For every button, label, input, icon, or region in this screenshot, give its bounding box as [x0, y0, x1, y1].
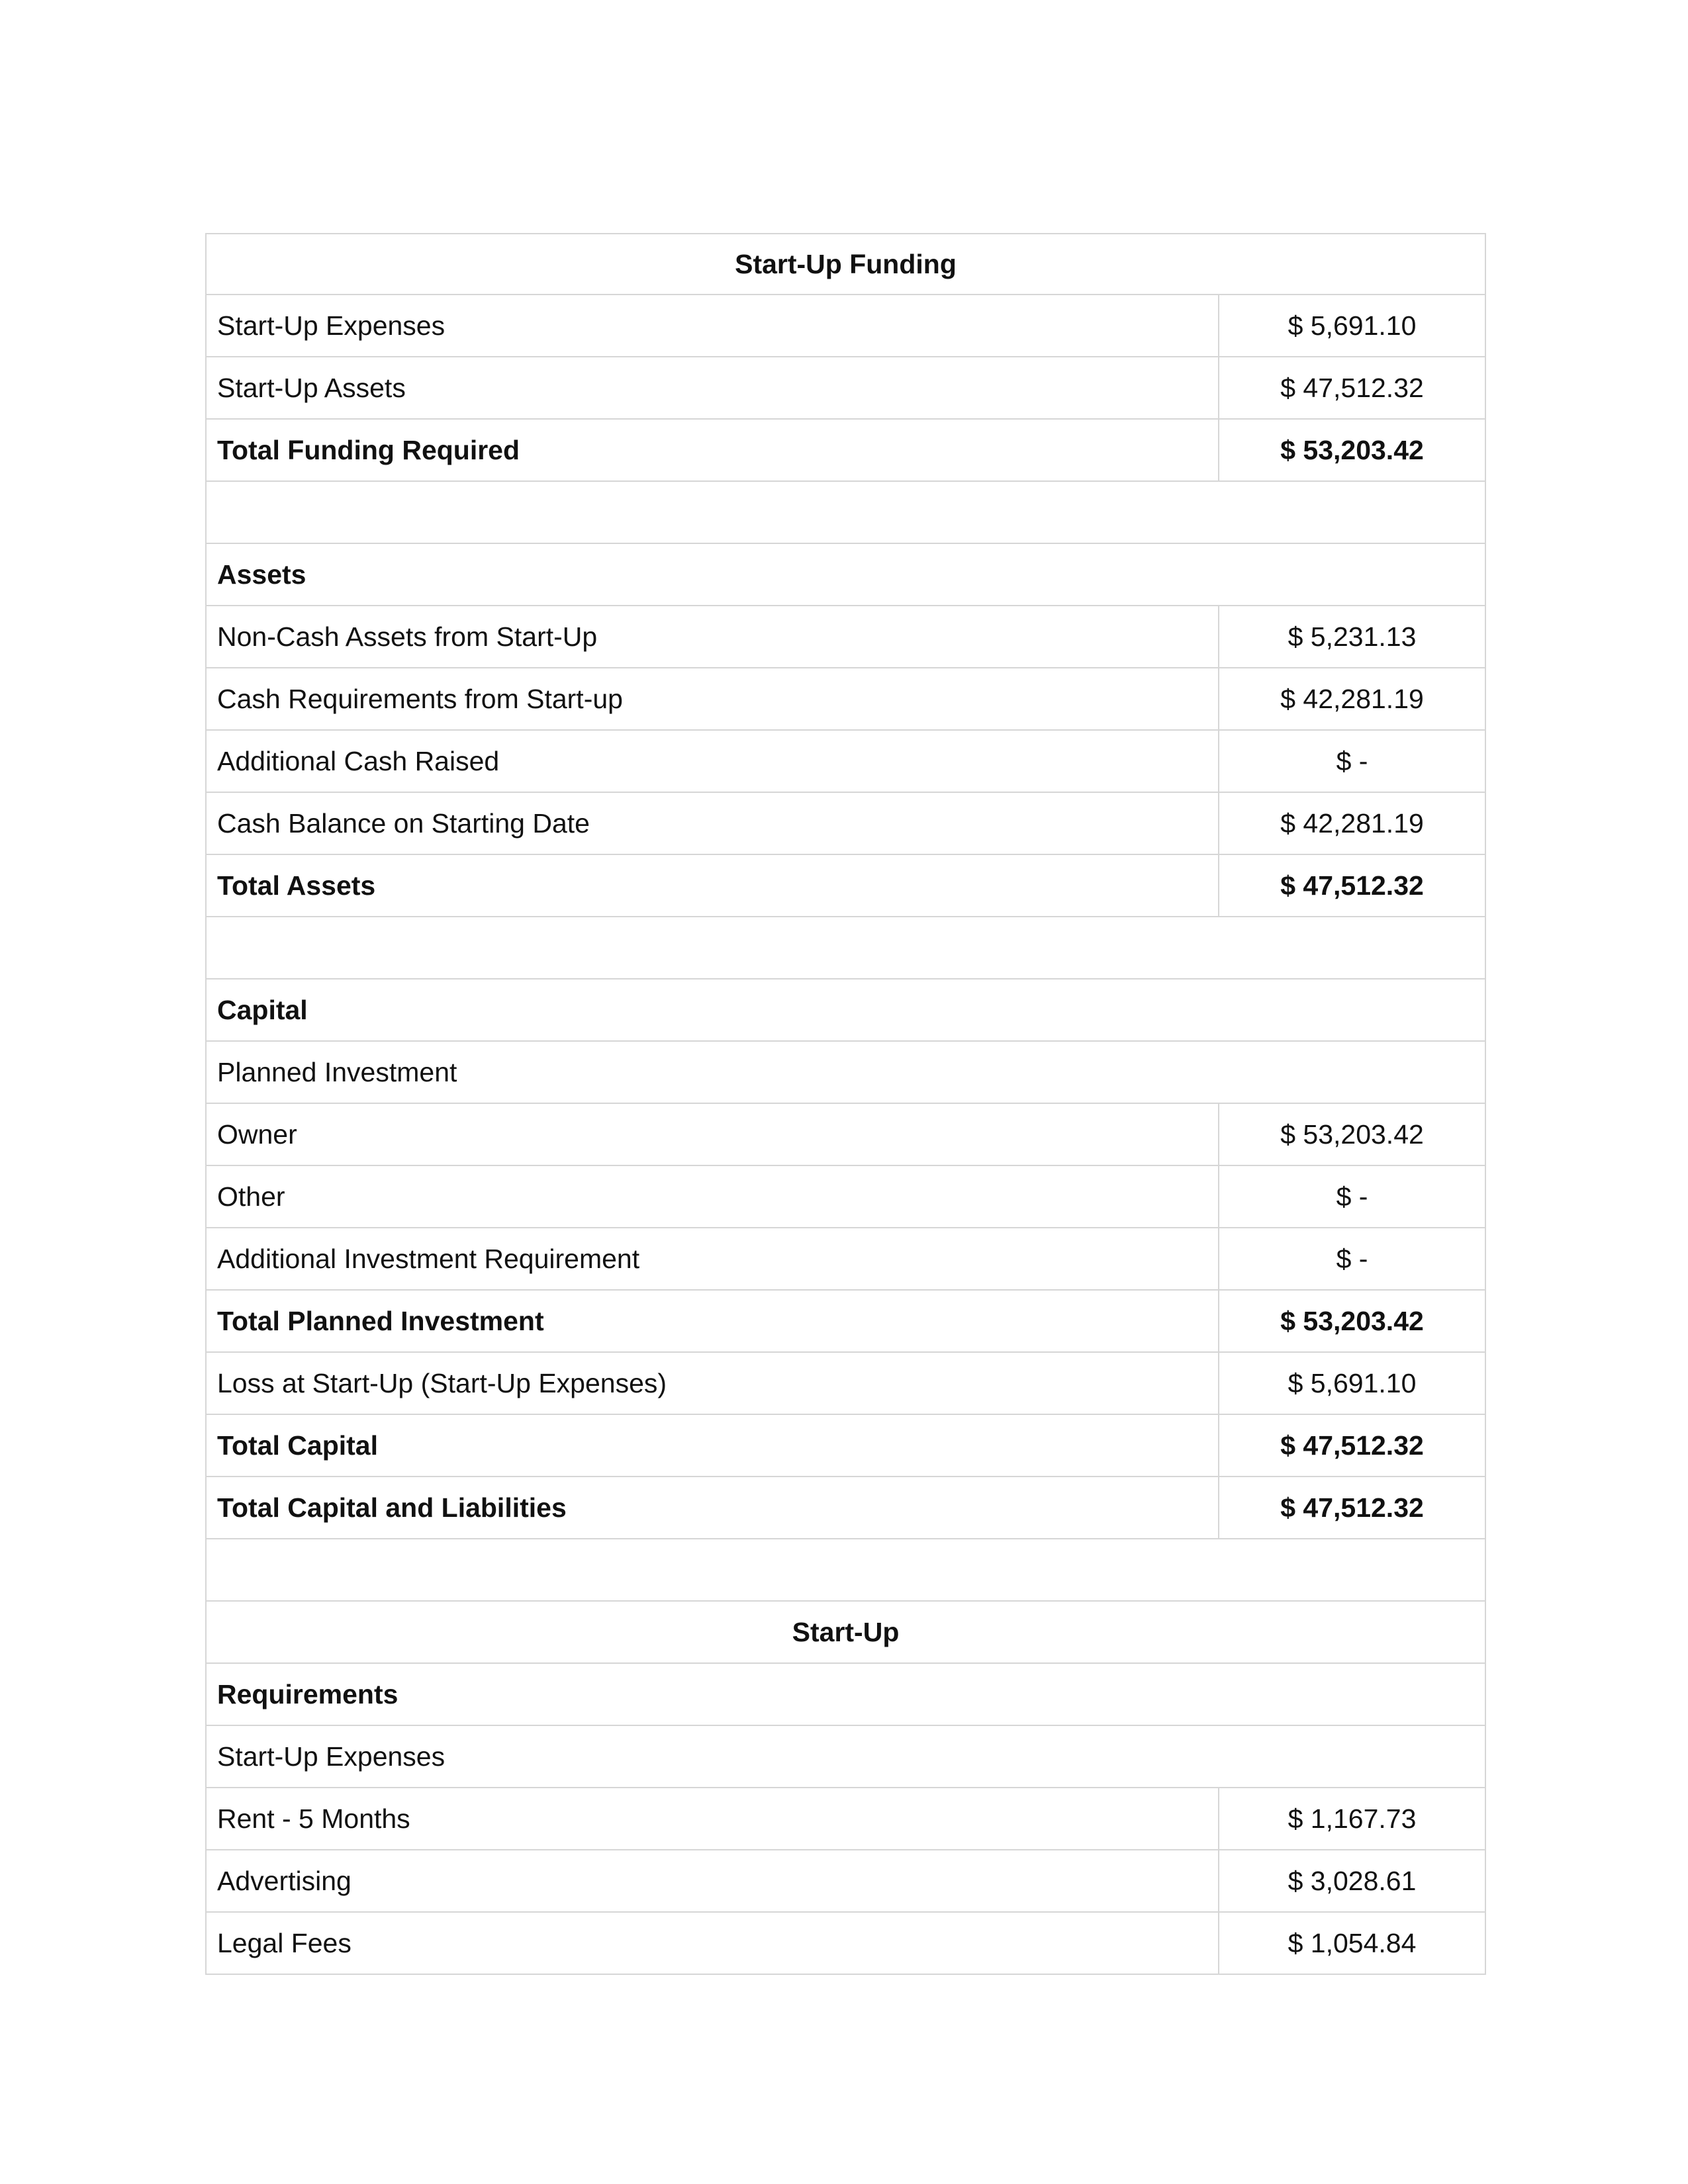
row-label: Additional Cash Raised	[207, 731, 1219, 792]
row-label: Additional Investment Requirement	[207, 1228, 1219, 1289]
table-title: Start-Up	[792, 1616, 900, 1647]
row-value: $ 42,281.19	[1280, 807, 1424, 839]
table-row	[205, 731, 1486, 793]
row-value: $ 5,691.10	[1288, 310, 1417, 341]
table-row	[205, 1228, 1486, 1291]
row-label: Loss at Start-Up (Start-Up Expenses)	[207, 1353, 1219, 1414]
section-label: Requirements	[217, 1678, 399, 1709]
row-value: $ 3,028.61	[1288, 1865, 1417, 1896]
row-label: Cash Requirements from Start-up	[207, 668, 1219, 729]
total-row	[205, 1477, 1486, 1539]
row-label: Owner	[207, 1104, 1219, 1165]
row-label: Rent - 5 Months	[207, 1788, 1219, 1849]
table-title-row	[205, 1602, 1486, 1664]
blank-cell	[207, 1539, 1485, 1600]
row-label: Total Capital and Liabilities	[207, 1477, 1219, 1538]
section-header-row	[205, 1726, 1486, 1788]
row-value: $ 5,231.13	[1288, 621, 1417, 652]
startup-funding-table	[205, 233, 1486, 1975]
row-label: Legal Fees	[207, 1913, 1219, 1974]
row-value: $ -	[1336, 1243, 1368, 1274]
row-label: Start-Up Expenses	[207, 295, 1219, 356]
row-value: $ 5,691.10	[1288, 1367, 1417, 1398]
section-header-row	[205, 1042, 1486, 1104]
blank-row	[205, 1539, 1486, 1602]
table-row	[205, 793, 1486, 855]
section-label: Start-Up Expenses	[217, 1741, 445, 1772]
blank-cell	[207, 917, 1485, 978]
row-label: Non-Cash Assets from Start-Up	[207, 606, 1219, 667]
row-value: $ 42,281.19	[1280, 683, 1424, 714]
total-row	[205, 855, 1486, 917]
table-row	[205, 668, 1486, 731]
row-value: $ 53,203.42	[1280, 1118, 1424, 1150]
section-header-row	[205, 1664, 1486, 1726]
blank-row	[205, 482, 1486, 544]
row-label: Total Assets	[207, 855, 1219, 916]
table-row	[205, 1913, 1486, 1975]
section-label: Assets	[217, 559, 306, 590]
table-row	[205, 1850, 1486, 1913]
row-value: $ 47,512.32	[1280, 1492, 1424, 1523]
row-value: $ -	[1336, 745, 1368, 776]
row-label: Other	[207, 1166, 1219, 1227]
table-row	[205, 357, 1486, 420]
section-header-row	[205, 544, 1486, 606]
table-title-row	[205, 233, 1486, 295]
blank-cell	[207, 482, 1485, 543]
total-row	[205, 1415, 1486, 1477]
table-row	[205, 295, 1486, 357]
row-value: $ 47,512.32	[1280, 1430, 1424, 1461]
table-row	[205, 1166, 1486, 1228]
table-row	[205, 1353, 1486, 1415]
blank-row	[205, 917, 1486, 979]
row-value: $ 1,167.73	[1288, 1803, 1417, 1834]
row-label: Start-Up Assets	[207, 357, 1219, 418]
row-label: Cash Balance on Starting Date	[207, 793, 1219, 854]
row-label: Advertising	[207, 1850, 1219, 1911]
table-row	[205, 1788, 1486, 1850]
section-label: Planned Investment	[217, 1056, 457, 1087]
row-value: $ 53,203.42	[1280, 434, 1424, 465]
table-row	[205, 1104, 1486, 1166]
table-title: Start-Up Funding	[735, 248, 957, 279]
row-label: Total Planned Investment	[207, 1291, 1219, 1351]
row-value: $ 47,512.32	[1280, 372, 1424, 403]
row-label: Total Capital	[207, 1415, 1219, 1476]
section-header-row	[205, 979, 1486, 1042]
row-label: Total Funding Required	[207, 420, 1219, 480]
total-row	[205, 420, 1486, 482]
table-row	[205, 606, 1486, 668]
row-value: $ 53,203.42	[1280, 1305, 1424, 1336]
row-value: $ -	[1336, 1181, 1368, 1212]
row-value: $ 47,512.32	[1280, 870, 1424, 901]
row-value: $ 1,054.84	[1288, 1927, 1417, 1958]
section-label: Capital	[217, 994, 308, 1025]
total-row	[205, 1291, 1486, 1353]
